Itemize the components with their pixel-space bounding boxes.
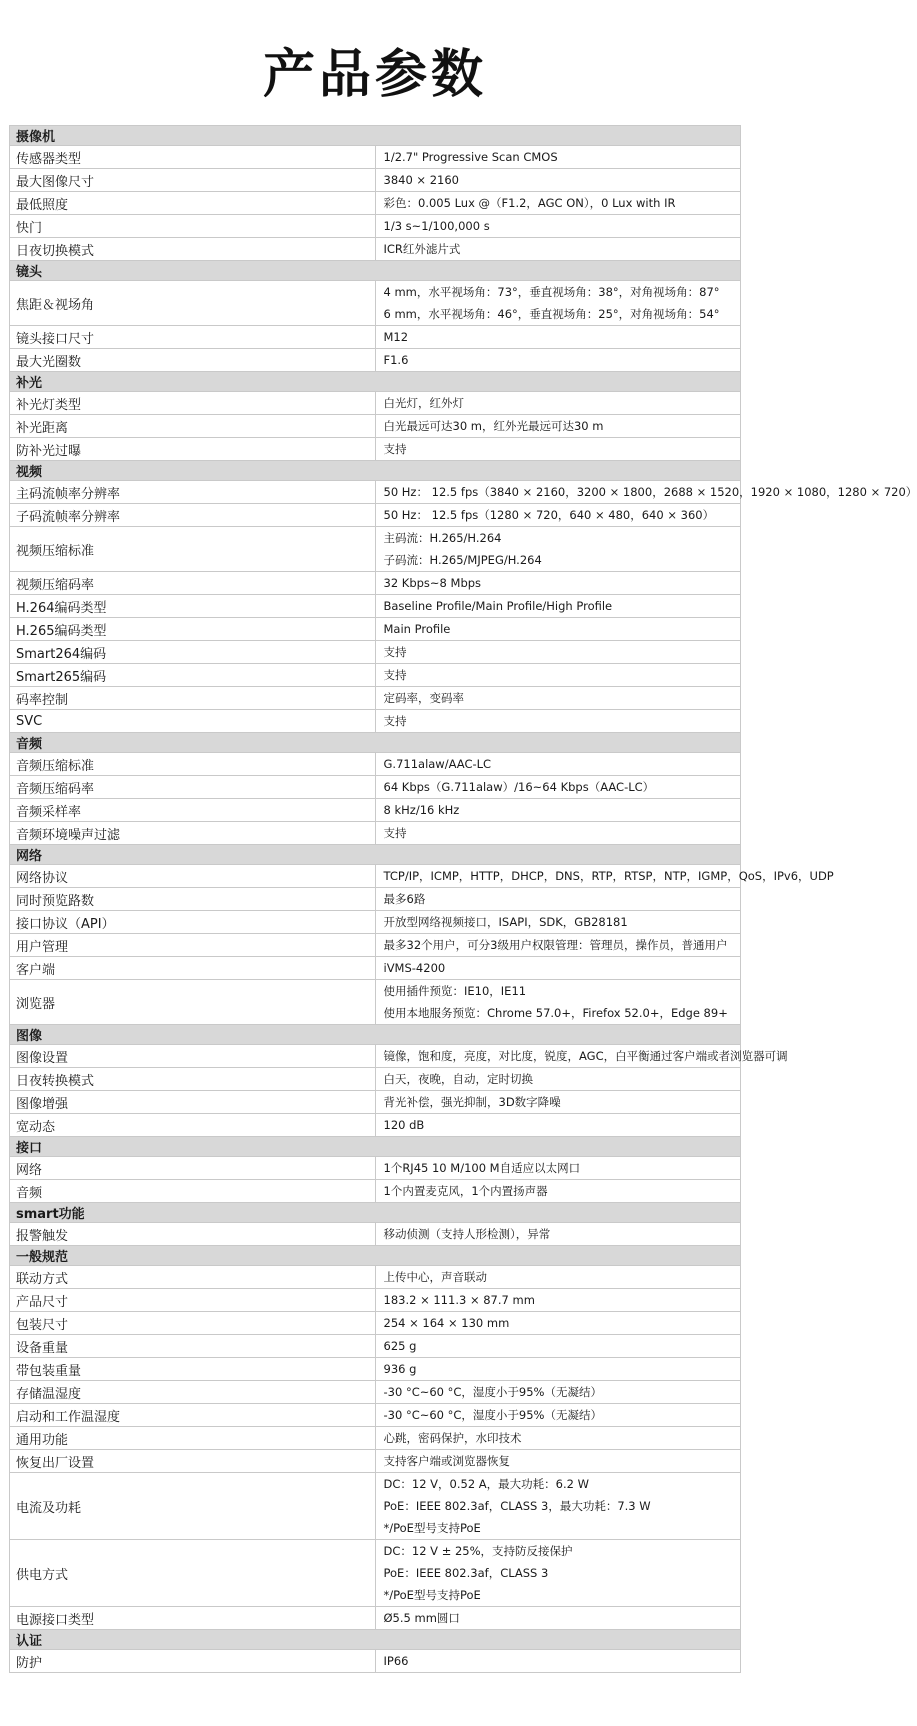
spec-value-line: PoE：IEEE 802.3af，CLASS 3 (383, 1566, 549, 1580)
spec-value (375, 1045, 788, 1068)
spec-row (10, 349, 741, 372)
spec-value (375, 1607, 741, 1630)
spec-value (375, 349, 741, 372)
section-title: smart功能 (10, 1203, 741, 1223)
spec-value (375, 438, 741, 461)
spec-value (375, 776, 741, 799)
spec-row (10, 980, 741, 1025)
spec-value-line: 32 Kbps~8 Mbps (383, 576, 482, 590)
section-title: 镜头 (10, 261, 741, 281)
section-header (10, 733, 741, 753)
spec-key: 音频 (10, 1180, 376, 1203)
spec-value-line: G.711alaw/AAC-LC (383, 757, 492, 771)
spec-key: 音频压缩标准 (10, 753, 376, 776)
spec-key: 焦距＆视场角 (10, 281, 376, 326)
spec-row (10, 146, 741, 169)
spec-row (10, 281, 741, 326)
spec-key: 带包装重量 (10, 1358, 376, 1381)
spec-key: 启动和工作温湿度 (10, 1404, 376, 1427)
spec-key: 宽动态 (10, 1114, 376, 1137)
spec-value-line: DC：12 V，0.52 A，最大功耗：6.2 W (383, 1477, 589, 1491)
spec-key: 镜头接口尺寸 (10, 326, 376, 349)
spec-value (375, 687, 741, 710)
spec-key: 存储温湿度 (10, 1381, 376, 1404)
spec-row (10, 618, 741, 641)
spec-row (10, 1335, 741, 1358)
spec-value-line: */PoE型号支持PoE (383, 1521, 481, 1535)
spec-row (10, 822, 741, 845)
spec-value-line: 1个内置麦克风，1个内置扬声器 (383, 1184, 548, 1198)
spec-value (375, 1266, 741, 1289)
spec-key: 视频压缩码率 (10, 572, 376, 595)
spec-key: 同时预览路数 (10, 888, 376, 911)
spec-value-line: 彩色：0.005 Lux @（F1.2，AGC ON），0 Lux with IR (383, 196, 676, 210)
spec-value (375, 822, 741, 845)
spec-row (10, 1540, 741, 1607)
section-title: 图像 (10, 1025, 741, 1045)
spec-value-line: 主码流：H.265/H.264 (383, 531, 502, 545)
spec-row (10, 664, 741, 687)
spec-key: SVC (10, 710, 376, 733)
spec-value-line: M12 (383, 330, 409, 344)
spec-value (375, 1335, 741, 1358)
spec-key: 电流及功耗 (10, 1473, 376, 1540)
spec-key: 恢复出厂设置 (10, 1450, 376, 1473)
spec-row (10, 934, 741, 957)
spec-key: Smart265编码 (10, 664, 376, 687)
spec-value (375, 641, 741, 664)
spec-value-line: PoE：IEEE 802.3af，CLASS 3，最大功耗：7.3 W (383, 1499, 651, 1513)
spec-key: 传感器类型 (10, 146, 376, 169)
section-title: 接口 (10, 1137, 741, 1157)
spec-value (375, 1180, 741, 1203)
spec-value (375, 326, 741, 349)
spec-key: 用户管理 (10, 934, 376, 957)
spec-value (375, 1068, 741, 1091)
spec-row (10, 215, 741, 238)
spec-value (375, 192, 741, 215)
spec-value-line: 64 Kbps（G.711alaw）/16~64 Kbps（AAC-LC） (383, 780, 655, 794)
spec-row (10, 415, 741, 438)
spec-value-line: 镜像，饱和度，亮度，对比度，锐度，AGC，白平衡通过客户端或者浏览器可调 (383, 1049, 788, 1063)
section-header (10, 1246, 741, 1266)
spec-row (10, 1068, 741, 1091)
spec-value-line: 上传中心，声音联动 (383, 1270, 487, 1284)
section-header (10, 1630, 741, 1650)
spec-value-line: 支持 (383, 645, 407, 659)
spec-value (375, 1381, 741, 1404)
spec-value (375, 980, 741, 1025)
section-header (10, 261, 741, 281)
spec-row (10, 1450, 741, 1473)
spec-value (375, 1312, 741, 1335)
spec-row (10, 1157, 741, 1180)
spec-value-line: 254 × 164 × 130 mm (383, 1316, 510, 1330)
spec-value-line: 最多6路 (383, 892, 426, 906)
spec-value (375, 527, 741, 572)
spec-key: 日夜转换模式 (10, 1068, 376, 1091)
spec-value-line: Main Profile (383, 622, 451, 636)
spec-key: 包装尺寸 (10, 1312, 376, 1335)
spec-row (10, 1045, 741, 1068)
spec-key: 码率控制 (10, 687, 376, 710)
spec-row (10, 687, 741, 710)
spec-key: 设备重量 (10, 1335, 376, 1358)
spec-value-line: 使用插件预览：IE10，IE11 (383, 984, 527, 998)
spec-value-line: 50 Hz： 12.5 fps（3840 × 2160，3200 × 1800，2688 × 1520，1920 × 1080，1280 × 720） (383, 485, 917, 499)
spec-value (375, 415, 741, 438)
spec-row (10, 169, 741, 192)
spec-value-line: F1.6 (383, 353, 409, 367)
spec-row (10, 1404, 741, 1427)
spec-value-line: 50 Hz： 12.5 fps（1280 × 720，640 × 480，640 × 360） (383, 508, 715, 522)
spec-key: 客户端 (10, 957, 376, 980)
spec-value (375, 1404, 741, 1427)
spec-row (10, 1091, 741, 1114)
spec-row (10, 710, 741, 733)
section-title: 认证 (10, 1630, 741, 1650)
spec-value-line: iVMS-4200 (383, 961, 446, 975)
spec-key: 防护 (10, 1650, 376, 1673)
spec-row (10, 1289, 741, 1312)
spec-value (375, 504, 741, 527)
spec-value-line: 使用本地服务预览：Chrome 57.0+，Firefox 52.0+，Edge 89+ (383, 1006, 728, 1020)
spec-row (10, 1650, 741, 1673)
spec-row (10, 504, 741, 527)
spec-key: 音频采样率 (10, 799, 376, 822)
section-header (10, 461, 741, 481)
spec-key: 电源接口类型 (10, 1607, 376, 1630)
spec-value-line: 支持 (383, 668, 407, 682)
spec-value-line: 支持 (383, 714, 407, 728)
spec-row (10, 595, 741, 618)
spec-value (375, 934, 741, 957)
spec-row (10, 865, 741, 888)
section-header (10, 372, 741, 392)
spec-key: 最低照度 (10, 192, 376, 215)
spec-value (375, 1223, 741, 1246)
spec-value (375, 146, 741, 169)
spec-value (375, 1114, 741, 1137)
spec-table (9, 125, 917, 1673)
spec-key: 防补光过曝 (10, 438, 376, 461)
spec-key: 联动方式 (10, 1266, 376, 1289)
spec-key: 最大光圈数 (10, 349, 376, 372)
spec-value-line: 936 g (383, 1362, 417, 1376)
spec-key: 供电方式 (10, 1540, 376, 1607)
spec-row (10, 326, 741, 349)
spec-row (10, 1473, 741, 1540)
spec-value (375, 1650, 741, 1673)
spec-value-line: 最多32个用户，可分3级用户权限管理：管理员，操作员，普通用户 (383, 938, 728, 952)
spec-value-line: 1/3 s~1/100,000 s (383, 219, 490, 233)
spec-value (375, 664, 741, 687)
spec-value-line: 1/2.7" Progressive Scan CMOS (383, 150, 558, 164)
spec-value (375, 618, 741, 641)
spec-value-line: Baseline Profile/Main Profile/High Profile (383, 599, 613, 613)
spec-value-line: 定码率，变码率 (383, 691, 464, 705)
spec-row (10, 1180, 741, 1203)
spec-value-line: */PoE型号支持PoE (383, 1588, 481, 1602)
spec-key: 通用功能 (10, 1427, 376, 1450)
spec-value-line: 开放型网络视频接口，ISAPI，SDK，GB28181 (383, 915, 628, 929)
spec-value (375, 1091, 741, 1114)
spec-key: 音频压缩码率 (10, 776, 376, 799)
spec-value-line: 心跳，密码保护，水印技术 (383, 1431, 522, 1445)
spec-row (10, 753, 741, 776)
section-header (10, 126, 741, 146)
spec-key: 补光灯类型 (10, 392, 376, 415)
spec-value-line: 4 mm，水平视场角：73°，垂直视场角：38°，对角视场角：87° (383, 285, 720, 299)
spec-row (10, 1114, 741, 1137)
spec-key: 子码流帧率分辨率 (10, 504, 376, 527)
spec-key: 主码流帧率分辨率 (10, 481, 376, 504)
spec-value-line: -30 °C~60 °C，湿度小于95%（无凝结） (383, 1385, 602, 1399)
spec-row (10, 572, 741, 595)
spec-value (375, 238, 741, 261)
spec-key: 日夜切换模式 (10, 238, 376, 261)
spec-key: 浏览器 (10, 980, 376, 1025)
spec-value (375, 169, 741, 192)
spec-row (10, 1312, 741, 1335)
spec-value-line: TCP/IP，ICMP，HTTP，DHCP，DNS，RTP，RTSP，NTP，IGMP，QoS，IPv6，UDP (383, 869, 834, 883)
spec-value-line: 支持客户端或浏览器恢复 (383, 1454, 510, 1468)
spec-value (375, 888, 741, 911)
spec-row (10, 392, 741, 415)
spec-value-line: 白天，夜晚，自动，定时切换 (383, 1072, 533, 1086)
spec-value (375, 799, 741, 822)
section-title: 视频 (10, 461, 741, 481)
spec-value (375, 1473, 741, 1540)
spec-value-line: 白光最远可达30 m，红外光最远可达30 m (383, 419, 604, 433)
section-header (10, 1203, 741, 1223)
spec-value (375, 281, 741, 326)
spec-value-line: 移动侦测（支持人形检测），异常 (383, 1227, 551, 1241)
spec-row (10, 957, 741, 980)
spec-value (375, 1157, 741, 1180)
spec-key: 网络协议 (10, 865, 376, 888)
spec-value (375, 481, 917, 504)
spec-value-line: 8 kHz/16 kHz (383, 803, 460, 817)
spec-value (375, 1289, 741, 1312)
spec-row (10, 238, 741, 261)
spec-value-line: 183.2 × 111.3 × 87.7 mm (383, 1293, 535, 1307)
section-header (10, 1025, 741, 1045)
spec-value (375, 1358, 741, 1381)
spec-value-line: 3840 × 2160 (383, 173, 459, 187)
spec-value (375, 595, 741, 618)
spec-key: 补光距离 (10, 415, 376, 438)
spec-value (375, 1540, 741, 1607)
spec-key: 快门 (10, 215, 376, 238)
section-header (10, 1137, 741, 1157)
spec-row (10, 438, 741, 461)
spec-row (10, 1223, 741, 1246)
spec-value (375, 957, 741, 980)
spec-row (10, 1358, 741, 1381)
spec-row (10, 888, 741, 911)
spec-value (375, 572, 741, 595)
spec-value (375, 392, 741, 415)
spec-row (10, 1607, 741, 1630)
spec-key: 图像增强 (10, 1091, 376, 1114)
spec-key: 图像设置 (10, 1045, 376, 1068)
spec-key: 视频压缩标准 (10, 527, 376, 572)
spec-row (10, 192, 741, 215)
section-title: 网络 (10, 845, 741, 865)
spec-value (375, 710, 741, 733)
spec-value-line: 120 dB (383, 1118, 425, 1132)
spec-row (10, 799, 741, 822)
section-title: 音频 (10, 733, 741, 753)
spec-key: H.264编码类型 (10, 595, 376, 618)
spec-value-line: IP66 (383, 1654, 409, 1668)
spec-row (10, 641, 741, 664)
spec-value-line: 支持 (383, 442, 407, 456)
section-title: 一般规范 (10, 1246, 741, 1266)
spec-key: 网络 (10, 1157, 376, 1180)
spec-value-line: DC：12 V ± 25%，支持防反接保护 (383, 1544, 573, 1558)
spec-key: 报警触发 (10, 1223, 376, 1246)
spec-value-line: 1个RJ45 10 M/100 M自适应以太网口 (383, 1161, 581, 1175)
spec-row (10, 1381, 741, 1404)
spec-key: 产品尺寸 (10, 1289, 376, 1312)
spec-value (375, 753, 741, 776)
spec-row (10, 776, 741, 799)
spec-value-line: Ø5.5 mm圆口 (383, 1611, 460, 1625)
section-title: 补光 (10, 372, 741, 392)
spec-value (375, 865, 834, 888)
spec-value-line: 支持 (383, 826, 407, 840)
spec-value (375, 1427, 741, 1450)
spec-key: 最大图像尺寸 (10, 169, 376, 192)
spec-row (10, 911, 741, 934)
spec-value (375, 1450, 741, 1473)
section-header (10, 845, 741, 865)
spec-value-line: 6 mm，水平视场角：46°，垂直视场角：25°，对角视场角：54° (383, 307, 720, 321)
spec-key: H.265编码类型 (10, 618, 376, 641)
spec-value (375, 911, 741, 934)
spec-key: 音频环境噪声过滤 (10, 822, 376, 845)
spec-value (375, 215, 741, 238)
spec-value-line: 白光灯，红外灯 (383, 396, 464, 410)
spec-value-line: ICR红外滤片式 (383, 242, 461, 256)
spec-value-line: 背光补偿，强光抑制，3D数字降噪 (383, 1095, 561, 1109)
spec-value-line: 子码流：H.265/MJPEG/H.264 (383, 553, 542, 567)
section-title: 摄像机 (10, 126, 741, 146)
spec-row (10, 1427, 741, 1450)
page-title: 产品参数 (262, 45, 487, 105)
spec-key: Smart264编码 (10, 641, 376, 664)
spec-key: 接口协议（API） (10, 911, 376, 934)
spec-row (10, 1266, 741, 1289)
spec-value-line: -30 °C~60 °C，湿度小于95%（无凝结） (383, 1408, 602, 1422)
spec-row (10, 527, 741, 572)
spec-row (10, 481, 741, 504)
spec-value-line: 625 g (383, 1339, 417, 1353)
